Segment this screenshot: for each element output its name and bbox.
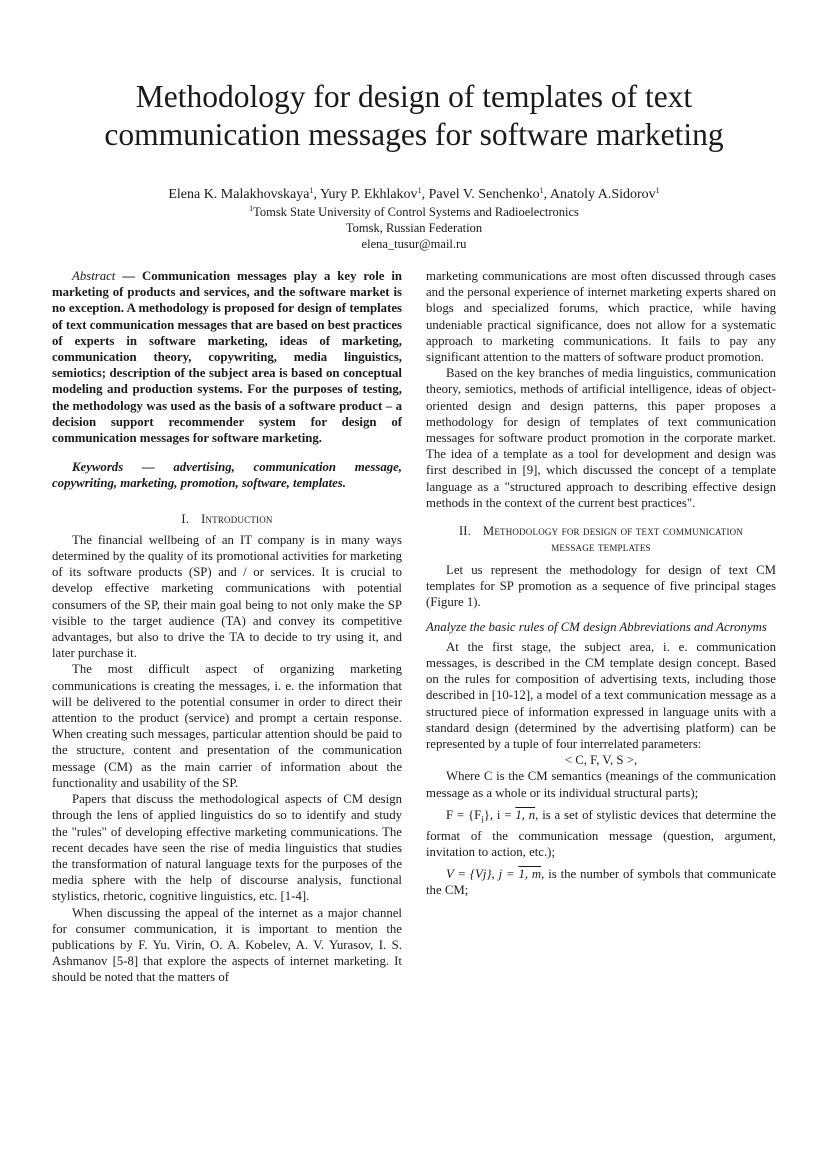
formula-F-range: 1, n — [515, 807, 536, 822]
author-list — [0, 186, 828, 203]
section-1-title: Introduction — [201, 511, 273, 526]
author-affiliation-marker: 1 — [655, 186, 660, 195]
author-separator: , — [543, 187, 550, 202]
intro-paragraph-4-continued: marketing communications are most often discussed through cases and the personal experience of internet marketing experts shared on blogs and specialized forums, which practice, while having undeniable practical significance, does not allow for a systematic approach to marketing communications. It fails to pay any significant attention to the matters of software product promotion. — [426, 269, 776, 365]
method-paragraph-1: Let us represent the methodology for design of text CM templates for SP promotion as a sequence of five principal stages (Figure 1). — [426, 563, 776, 610]
keywords-text: advertising, communication message, copywriting, marketing, promotion, software, templates. — [52, 460, 402, 491]
formula-V-continuation: communicate the CM; — [426, 867, 777, 898]
abstract-label: Abstract — [72, 269, 116, 283]
section-1-number: I. — [181, 511, 190, 526]
section-2-number: II. — [458, 524, 471, 539]
intro-paragraph-5: Based on the key branches of media linguistics, communication theory, semiotics, methods of artificial intelligence, ideas of object-oriented design and design patterns, this paper proposes a methodology for design of templates of text communication messages for software product promotion in the corporate market. The idea of a template as a tool for development and design was first described in [9], which discussed the concept of a template language as a "structured approach to describing effective design methods in the context of the current best practices". — [426, 366, 776, 510]
author-name: Yury P. Ekhlakov — [319, 187, 418, 202]
section-1-heading — [52, 511, 402, 527]
author-affiliation-marker: 1 — [309, 186, 314, 195]
right-column — [426, 268, 776, 898]
section-2-heading — [426, 523, 776, 555]
affiliation — [0, 205, 828, 220]
abstract — [52, 268, 402, 446]
section-2-title-line-2: message templates — [551, 540, 651, 555]
method-paragraph-2: At the first stage, the subject area, i. e. communication messages, is described in the CM template design concept. Based on the rules for composition of advertising texts, including those described in [10-12], a model of a text communication message as a structured piece of information expressed in language units with a standard design (determined by the advertising platform) can be represented by a tuple of four interrelated parameters: — [426, 639, 776, 752]
author-affiliation-marker: 1 — [417, 186, 422, 195]
formula-V — [446, 867, 544, 881]
author-name: Elena K. Malakhovskaya — [168, 187, 310, 202]
author-separator: , — [313, 187, 320, 202]
intro-paragraph-2: The most difficult aspect of organizing marketing communications is creating the messages, i. e. the information that will be delivered to the potential consumer in order to direct their attention to the product (service) and prompt a certain response. When creating such messages, particular attention should be paid to the structure, content and presentation of the communication message (CM) as the main carrier of information about the functionality and usability of the SP. — [52, 662, 402, 790]
formula-F — [446, 807, 539, 825]
contact-email: elena_tusur@mail.ru — [361, 237, 467, 251]
subsection-heading: Analyze the basic rules of CM design Abbreviations and Acronyms — [426, 619, 767, 634]
intro-paragraph-3: Papers that discuss the methodological aspects of CM design through the lens of applied linguistics do so to identify and study the "rules" of developing effective marketing communications. The recent decades have seen the rise of media linguistics that studies the transformation of natural language texts for the purposes of the media sphere with the help of discourse analysis, functional stylistics, rhetoric, cognitive linguistics, etc. [1-4]. — [52, 792, 402, 904]
formula-V-text: is the number of symbols that — [548, 867, 704, 882]
keywords — [52, 459, 402, 491]
formula-F-end: , — [535, 807, 539, 822]
cm-tuple-formula: < C, F, V, S >, — [564, 753, 638, 768]
author-name: Anatoly A.Sidorov — [549, 187, 656, 202]
affiliation-city: Tomsk, Russian Federation — [345, 221, 483, 235]
keywords-dash: — — [123, 460, 174, 475]
keywords-label: Keywords — [72, 460, 124, 475]
formula-V-range: 1, m — [518, 867, 542, 882]
formula-F-text: is a set of stylistic devices that determine — [542, 807, 757, 822]
formula-F-mid: }, i = — [483, 807, 516, 822]
formula-V-end: , — [541, 867, 545, 882]
author-name: Pavel V. Senchenko — [428, 187, 540, 202]
left-column — [52, 268, 402, 986]
formula-V-lhs: V = {Vj}, j = — [446, 867, 519, 882]
formula-F-continuation: the format of the communication message (question, argument, invitation to action, etc.); — [426, 807, 777, 859]
formula-F-paragraph — [426, 807, 776, 860]
author-affiliation-marker: 1 — [539, 186, 544, 195]
formula-F-lhs: F = {F — [446, 807, 482, 822]
section-2-title-line-1: Methodology for design of text communication — [483, 524, 744, 539]
paper-title: Methodology for design of templates of text communication messages for software marketing — [104, 79, 724, 152]
method-paragraph-3: Where C is the CM semantics (meanings of the communication message as a whole or its individual structural parts); — [426, 769, 776, 800]
formula-F-subscript: i — [481, 814, 484, 825]
intro-paragraph-1: The financial wellbeing of an IT company is in many ways determined by the quality of its promotional activities for marketing of its software products (SP) and / or services. It is crucial to develop effective marketing communications with potential consumers of the SP, their main goal being to not only make the SP visible to the target audience (TA) and convey its competitive advantages, but also to drive the TA to decide to try using it, and later purchase it. — [52, 532, 402, 661]
affiliation-marker: 1 — [249, 204, 254, 213]
abstract-dash: — — [115, 269, 142, 283]
author-separator: , — [421, 187, 429, 202]
intro-paragraph-4: When discussing the appeal of the internet as a major channel for consumer communication, it is important to mention the publications by F. Yu. Virin, O. A. Kobelev, A. V. Yurasov, I. S. Ashmanov [5-8] that explore the aspects of internet marketing. It should be noted that the matters of — [52, 905, 402, 985]
abstract-text: Communication messages play a key role in marketing of products and services, and the software market is no exception. A methodology is proposed for design of templates of text communication messages that are based on best practices of experts in software marketing, ideas of marketing, communication theory, copywriting, media linguistics, semiotics; description of the subject area is based on conceptual modeling and production systems. For the purposes of testing, the methodology was used as the basis of a software product – a decision support recommender system for design of communication messages for software marketing. — [52, 269, 402, 446]
formula-V-paragraph — [426, 866, 776, 898]
affiliation-text: Tomsk State University of Control Systems and Radioelectronics — [253, 205, 579, 219]
